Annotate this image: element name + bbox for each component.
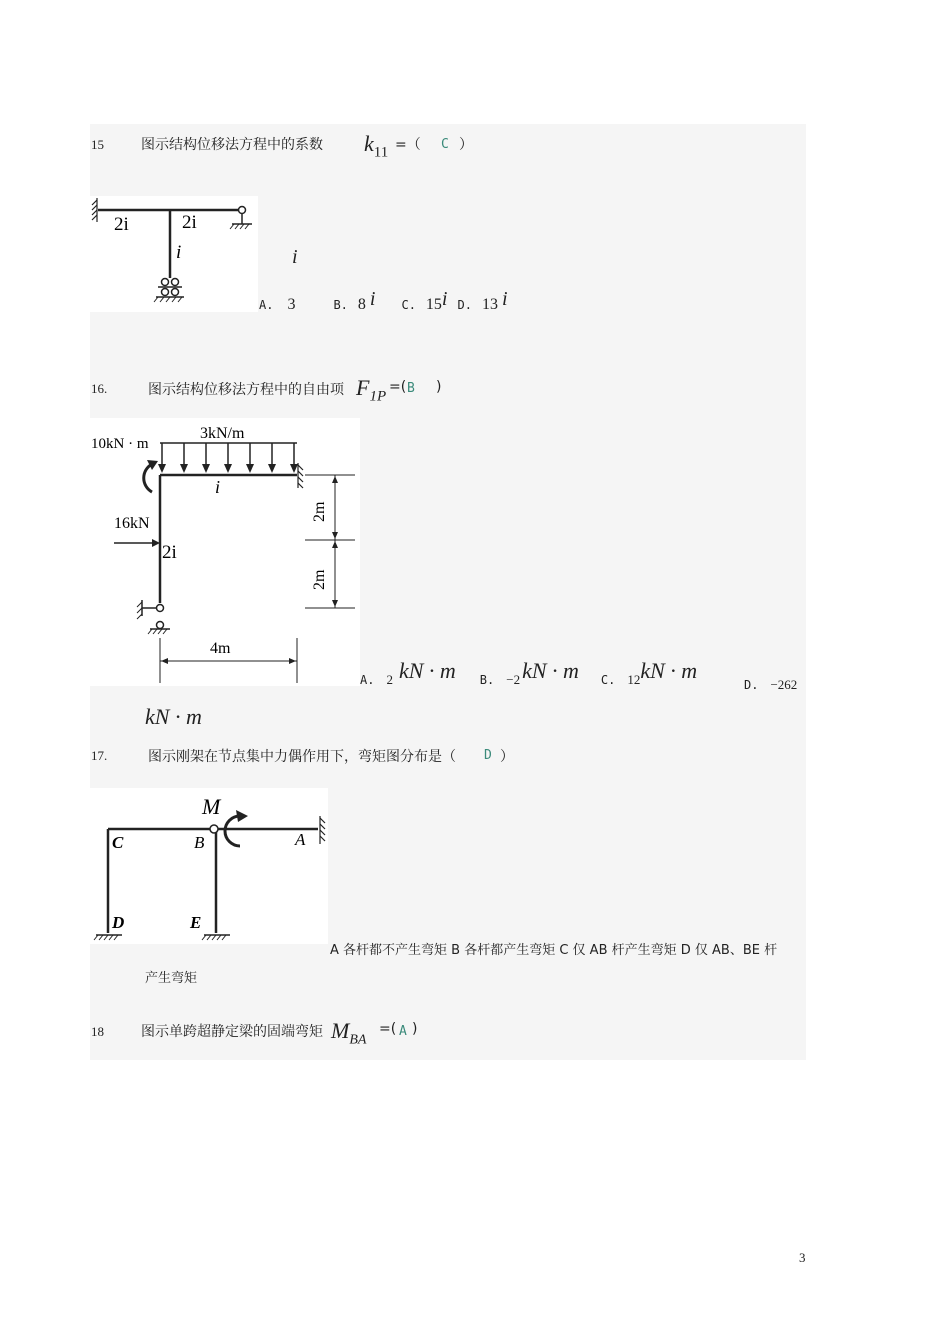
q17-text: 图示刚架在节点集中力偶作用下，弯矩图分布是（ [148,749,456,765]
q18-number: 18 [91,1024,104,1039]
q15-number: 15 [91,137,104,152]
q17-label-c: C [112,833,124,852]
q17-close: ） [500,749,514,765]
q16-figure [90,418,360,686]
q15-label-right-beam: 2i [182,212,197,233]
page-number: 3 [799,1250,806,1265]
q17-label-a: A [295,830,306,849]
q16-label-column: 2i [162,542,177,563]
q16-label-force: 16kN [114,515,150,532]
q17-answer: D [484,748,492,763]
q16-option-d-letter: D. [744,678,759,692]
q16-frame-diagram [90,418,360,686]
q15-text: 图示结构位移法方程中的系数 [141,137,323,153]
q15-option-d-unit: i [501,288,508,310]
q18-close: ) [412,1021,418,1037]
q15-stray-symbol: i [292,246,298,268]
q16-option-c-letter: C. [600,673,616,687]
q15-symbol: $k_{11}$ [364,131,389,161]
q15-label-left-beam: 2i [114,214,129,235]
q17-options-line1: A 各杆都不产生弯矩 B 各杆都产生弯矩 C 仅 AB 杆产生弯矩 D 仅 AB、BE 杆 [330,943,778,958]
q15-option-d-letter: D. [457,298,472,312]
q15-option-a-letter: A. [259,298,274,312]
q16-option-c-unit: kN · m [640,658,698,683]
q16-option-b-unit: kN · m [522,658,579,683]
q18-symbol: $M_{BA}$ [331,1018,367,1048]
q16-option-c-value: 12 [627,672,641,687]
q16-label-beam: i [215,477,221,497]
q15-equals: =（ [395,137,421,153]
q16-number: 16. [91,381,108,396]
q17-number: 17. [91,748,108,763]
q15-option-c-value: 15 [425,296,442,313]
q17-label-b: B [194,833,205,852]
q15-option-c-letter: C. [401,298,416,312]
q18-equals: =( [379,1021,397,1037]
q16-symbol: $F_{1P}$ [356,375,387,405]
q16-label-load: 3kN/m [200,425,245,442]
q16-option-d-unit: kN · m [145,704,202,729]
q15-options [259,288,508,315]
q16-option-a-unit: kN · m [398,658,456,683]
q15-option-d-value: 13 [481,296,498,313]
q17-frame-diagram [90,788,328,944]
q15-option-a-value: 3 [287,296,296,313]
q16-label-dim2: 2m [311,569,328,590]
q16-option-d-value: −262 [770,677,798,692]
q15-answer: C [441,137,449,152]
q15-option-c-unit: i [441,288,448,310]
q15-frame-diagram [90,196,258,312]
q16-option-b-value: −2 [506,672,521,687]
q16-option-a-letter: A. [360,673,375,687]
q16-label-dim1: 2m [311,501,328,522]
q16-text: 图示结构位移法方程中的自由项 [148,382,344,398]
q17-label-e: E [190,913,202,932]
q16-equals: =( [389,379,407,395]
q16-close: ) [436,379,442,395]
q16-label-dim3: 4m [210,640,231,657]
q17-figure [90,788,328,944]
q16-options [360,658,698,690]
q16-option-b-letter: B. [479,673,495,687]
q18-text: 图示单跨超静定梁的固端弯矩 [141,1024,323,1040]
q18-answer: A [399,1024,407,1039]
q17-label-d: D [112,913,125,932]
q16-option-d [744,676,797,694]
q16-label-moment: 10kN · m [91,436,149,452]
q15-option-b-value: 8 [357,296,366,313]
q15-figure [90,196,258,312]
q15-option-b-letter: B. [333,298,348,312]
q17-label-moment: M [202,794,221,819]
q15-label-column: i [176,242,182,263]
q15-option-b-unit: i [369,288,376,310]
q15-close: ） [459,137,473,153]
q17-options-line2: 产生弯矩 [145,971,198,986]
q16-option-a-value: 2 [386,672,393,687]
q16-answer: B [407,381,415,396]
